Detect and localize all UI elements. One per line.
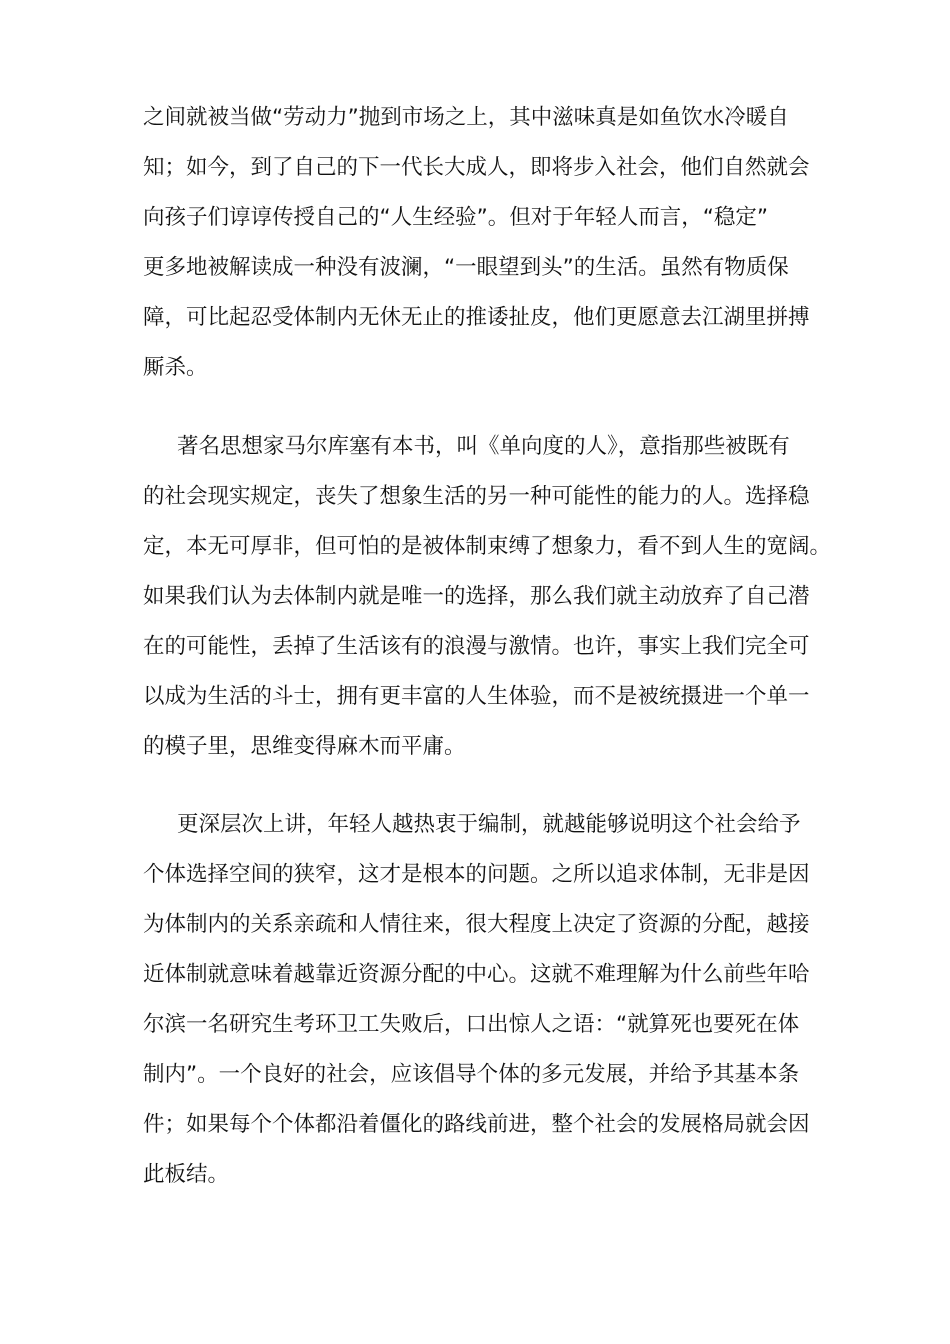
text-line: 更多地被解读成一种没有波澜，“一眼望到头”的生活。虽然有物质保 <box>143 255 789 280</box>
text-line: 个体选择空间的狭窄，这才是根本的问题。之所以追求体制，无非是因 <box>143 862 810 887</box>
text-line: 近体制就意味着越靠近资源分配的中心。这就不难理解为什么前些年哈 <box>143 962 810 987</box>
paragraph-2 <box>143 422 832 772</box>
text-line: 为体制内的关系亲疏和人情往来，很大程度上决定了资源的分配，越接 <box>143 912 810 937</box>
text-line: 厮杀。 <box>143 355 208 380</box>
paragraph-1 <box>143 93 823 393</box>
text-line: 著名思想家马尔库塞有本书，叫《单向度的人》，意指那些被既有 <box>177 434 790 459</box>
text-line: 件；如果每个个体都沿着僵化的路线前进，整个社会的发展格局就会因 <box>143 1112 810 1137</box>
text-line: 如果我们认为去体制内就是唯一的选择，那么我们就主动放弃了自己潜 <box>143 584 810 609</box>
text-line: 尔滨一名研究生考环卫工失败后，口出惊人之语：“就算死也要死在体 <box>143 1012 800 1037</box>
text-line: 更深层次上讲，年轻人越热衷于编制，就越能够说明这个社会给予 <box>177 812 801 837</box>
text-line: 制内”。一个良好的社会，应该倡导个体的多元发展，并给予其基本条 <box>143 1062 800 1087</box>
text-line: 此板结。 <box>143 1162 230 1187</box>
paragraph-3 <box>143 800 823 1200</box>
text-line: 知；如今，到了自己的下一代长大成人，即将步入社会，他们自然就会 <box>143 155 810 180</box>
text-line: 定，本无可厚非，但可怕的是被体制束缚了想象力，看不到人生的宽阔。 <box>143 534 832 559</box>
text-line: 的模子里，思维变得麻木而平庸。 <box>143 734 466 759</box>
text-line: 以成为生活的斗士，拥有更丰富的人生体验，而不是被统摄进一个单一 <box>143 684 810 709</box>
text-line: 的社会现实规定，丧失了想象生活的另一种可能性的能力的人。选择稳 <box>143 484 810 509</box>
text-line: 障，可比起忍受体制内无休无止的推诿扯皮，他们更愿意去江湖里拼搏 <box>143 305 810 330</box>
text-line: 向孩子们谆谆传授自己的“人生经验”。但对于年轻人而言，“稳定” <box>143 205 769 230</box>
text-line: 之间就被当做“劳动力”抛到市场之上，其中滋味真是如鱼饮水冷暖自 <box>143 105 789 130</box>
text-line: 在的可能性，丢掉了生活该有的浪漫与激情。也许，事实上我们完全可 <box>143 634 810 659</box>
